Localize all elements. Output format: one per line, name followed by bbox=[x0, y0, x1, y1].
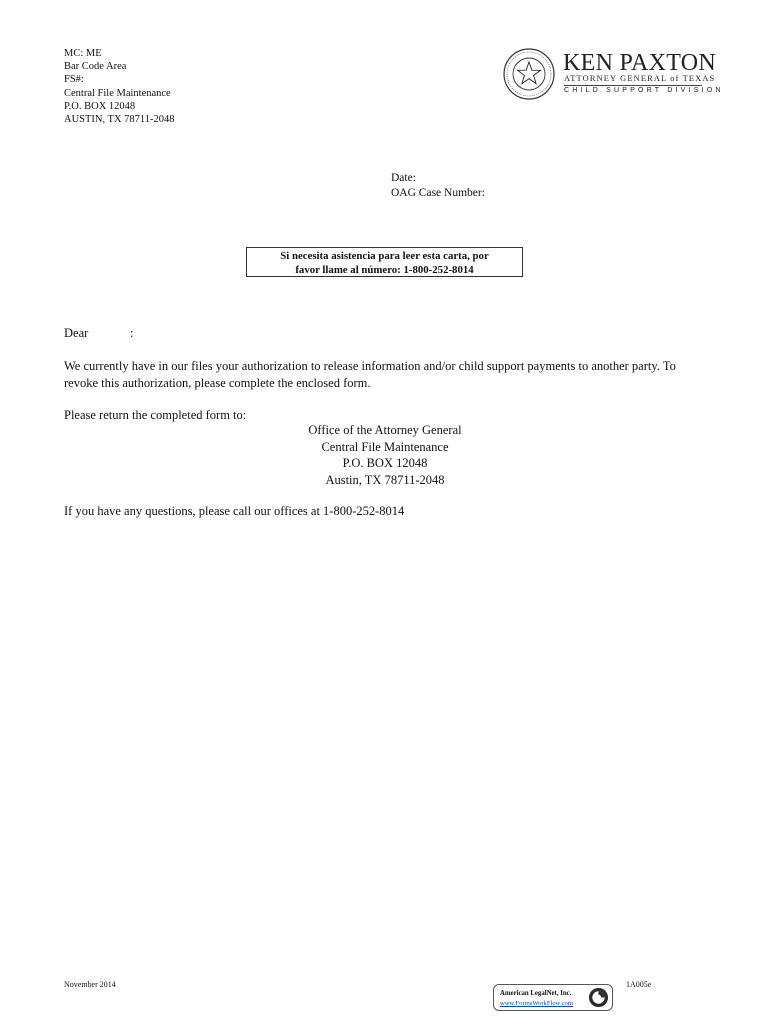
salutation-dear: Dear bbox=[64, 326, 89, 340]
letterhead-division: CHILD SUPPORT DIVISION bbox=[564, 87, 724, 94]
date-label: Date: bbox=[391, 172, 416, 184]
texas-seal-icon bbox=[503, 48, 555, 100]
assistance-line-1: Si necesita asistencia para leer esta carta, por bbox=[280, 250, 489, 262]
spanish-assistance-notice bbox=[246, 247, 523, 277]
aln-website-link[interactable]: www.FormsWorkFlow.com bbox=[500, 1000, 573, 1007]
return-address-city: Austin, TX 78711-2048 bbox=[325, 472, 445, 487]
sender-line-mc: MC: ME bbox=[64, 48, 102, 59]
return-address-dept: Central File Maintenance bbox=[321, 439, 449, 454]
return-address-pobox: P.O. BOX 12048 bbox=[342, 456, 428, 470]
letter-meta bbox=[391, 171, 485, 201]
aln-logo-icon bbox=[588, 987, 609, 1008]
sender-line-pobox: P.O. BOX 12048 bbox=[64, 100, 136, 112]
salutation bbox=[64, 326, 134, 341]
return-address-office: Office of the Attorney General bbox=[308, 423, 462, 437]
sender-line-fs: FS#: bbox=[64, 74, 84, 86]
aln-company-name: American LegalNet, Inc. bbox=[500, 990, 572, 997]
body-paragraph-authorization: We currently have in our files your authorization to release information and/or child support payments to another party. To revoke this authorization, please complete the enclosed form. bbox=[64, 359, 676, 390]
footer-date: November 2014 bbox=[64, 980, 116, 989]
assistance-line-2: favor llame al número: 1-800-252-8014 bbox=[295, 264, 474, 276]
salutation-colon: : bbox=[130, 326, 134, 340]
return-address-block bbox=[240, 422, 530, 488]
letterhead-subtitle: ATTORNEY GENERAL of TEXAS bbox=[564, 74, 716, 83]
sender-line-barcode: Bar Code Area bbox=[64, 61, 127, 73]
sender-line-dept: Central File Maintenance bbox=[64, 87, 171, 99]
american-legalnet-badge[interactable] bbox=[493, 984, 613, 1011]
body-paragraph-return: Please return the completed form to: bbox=[64, 408, 247, 422]
letterhead-divider bbox=[564, 85, 702, 86]
sender-line-city: AUSTIN, TX 78711-2048 bbox=[64, 114, 175, 126]
sender-address-block bbox=[64, 47, 175, 126]
case-number-label: OAG Case Number: bbox=[391, 187, 485, 199]
body-paragraph-questions: If you have any questions, please call our offices at 1-800-252-8014 bbox=[64, 504, 405, 518]
footer-form-code: 1A005e bbox=[626, 980, 652, 989]
letterhead-name: KEN PAXTON bbox=[563, 50, 717, 76]
